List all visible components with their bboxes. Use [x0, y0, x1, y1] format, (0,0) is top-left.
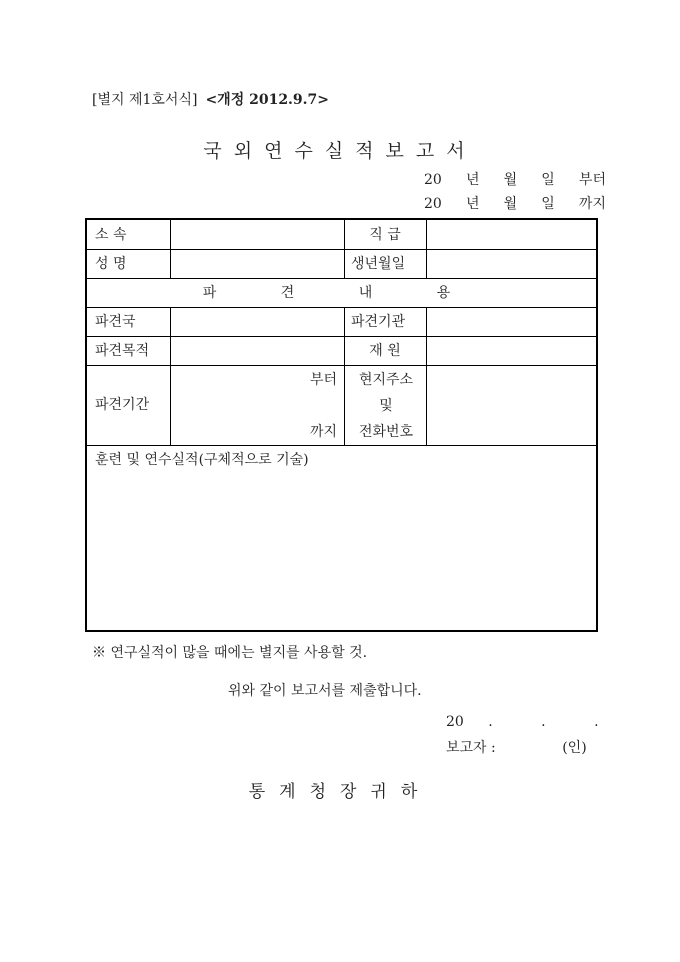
addressee: 통계청장귀하 [248, 782, 432, 802]
rank-label: 직 급 [369, 227, 401, 243]
address-label-line1: 현지주소 [358, 372, 414, 388]
purpose-label: 파견목적 [95, 343, 150, 359]
form-header [92, 89, 329, 109]
country-label: 파견국 [95, 314, 136, 330]
address-label-line2: 및 [379, 398, 393, 414]
results-label: 훈련 및 연수실적(구체적으로 기술) [95, 452, 309, 468]
affiliation-label-text: 소 속 [95, 227, 127, 243]
signature-date-prefix: 20 [446, 714, 464, 730]
report-period [424, 168, 606, 216]
document-title: 국외연수실적보고서 [203, 140, 477, 162]
period-from-suffix: 부터 [578, 172, 606, 188]
reporter-label: 보고자 : [446, 740, 496, 756]
period-from-year: 20 [424, 172, 442, 188]
period-to [424, 192, 606, 216]
name-label: 성 명 [95, 256, 127, 272]
col-divider [344, 220, 345, 278]
dispatch-section-header: 파 견 내 용 [202, 285, 481, 301]
funding-field[interactable] [427, 337, 597, 364]
footnote: ※ 연구실적이 많을 때에는 별지를 사용할 것. [92, 645, 368, 661]
country-field[interactable] [171, 308, 343, 335]
duration-from: 부터 [309, 372, 337, 388]
row-divider [87, 278, 596, 279]
submit-statement: 위와 같이 보고서를 제출합니다. [228, 683, 422, 699]
signature-date [446, 714, 621, 730]
duration-label: 파견기간 [95, 397, 150, 413]
birthdate-label: 생년월일 [351, 256, 406, 272]
address-label-line3: 전화번호 [358, 424, 414, 440]
signature-reporter [446, 737, 587, 757]
period-to-month-unit: 월 [503, 196, 518, 212]
address-field[interactable] [427, 366, 597, 444]
period-from-year-unit: 년 [465, 172, 480, 188]
period-from-month-unit: 월 [503, 172, 518, 188]
duration-to: 까지 [309, 424, 337, 440]
period-to-day-unit: 일 [541, 196, 555, 212]
form-number: [별지 제1호서식] [92, 92, 198, 108]
period-to-year-unit: 년 [465, 196, 480, 212]
row-divider [87, 445, 596, 446]
affiliation-label [95, 228, 159, 242]
rank-field[interactable] [427, 221, 597, 248]
seal-mark: (인) [562, 740, 587, 756]
name-field[interactable] [171, 250, 343, 277]
results-field[interactable] [88, 472, 595, 628]
revision-date: <개정 2012.9.7> [205, 92, 330, 108]
period-to-suffix: 까지 [578, 196, 606, 212]
signature-date-dots: . . . [488, 714, 621, 730]
funding-label: 재 원 [369, 343, 401, 359]
period-to-year: 20 [424, 196, 442, 212]
affiliation-field[interactable] [171, 221, 343, 248]
period-from [424, 168, 606, 192]
institution-field[interactable] [427, 308, 597, 335]
report-form-table [85, 218, 598, 632]
birthdate-field[interactable] [427, 250, 597, 277]
purpose-field[interactable] [171, 337, 343, 364]
institution-label: 파견기관 [351, 314, 406, 330]
period-from-day-unit: 일 [541, 172, 555, 188]
